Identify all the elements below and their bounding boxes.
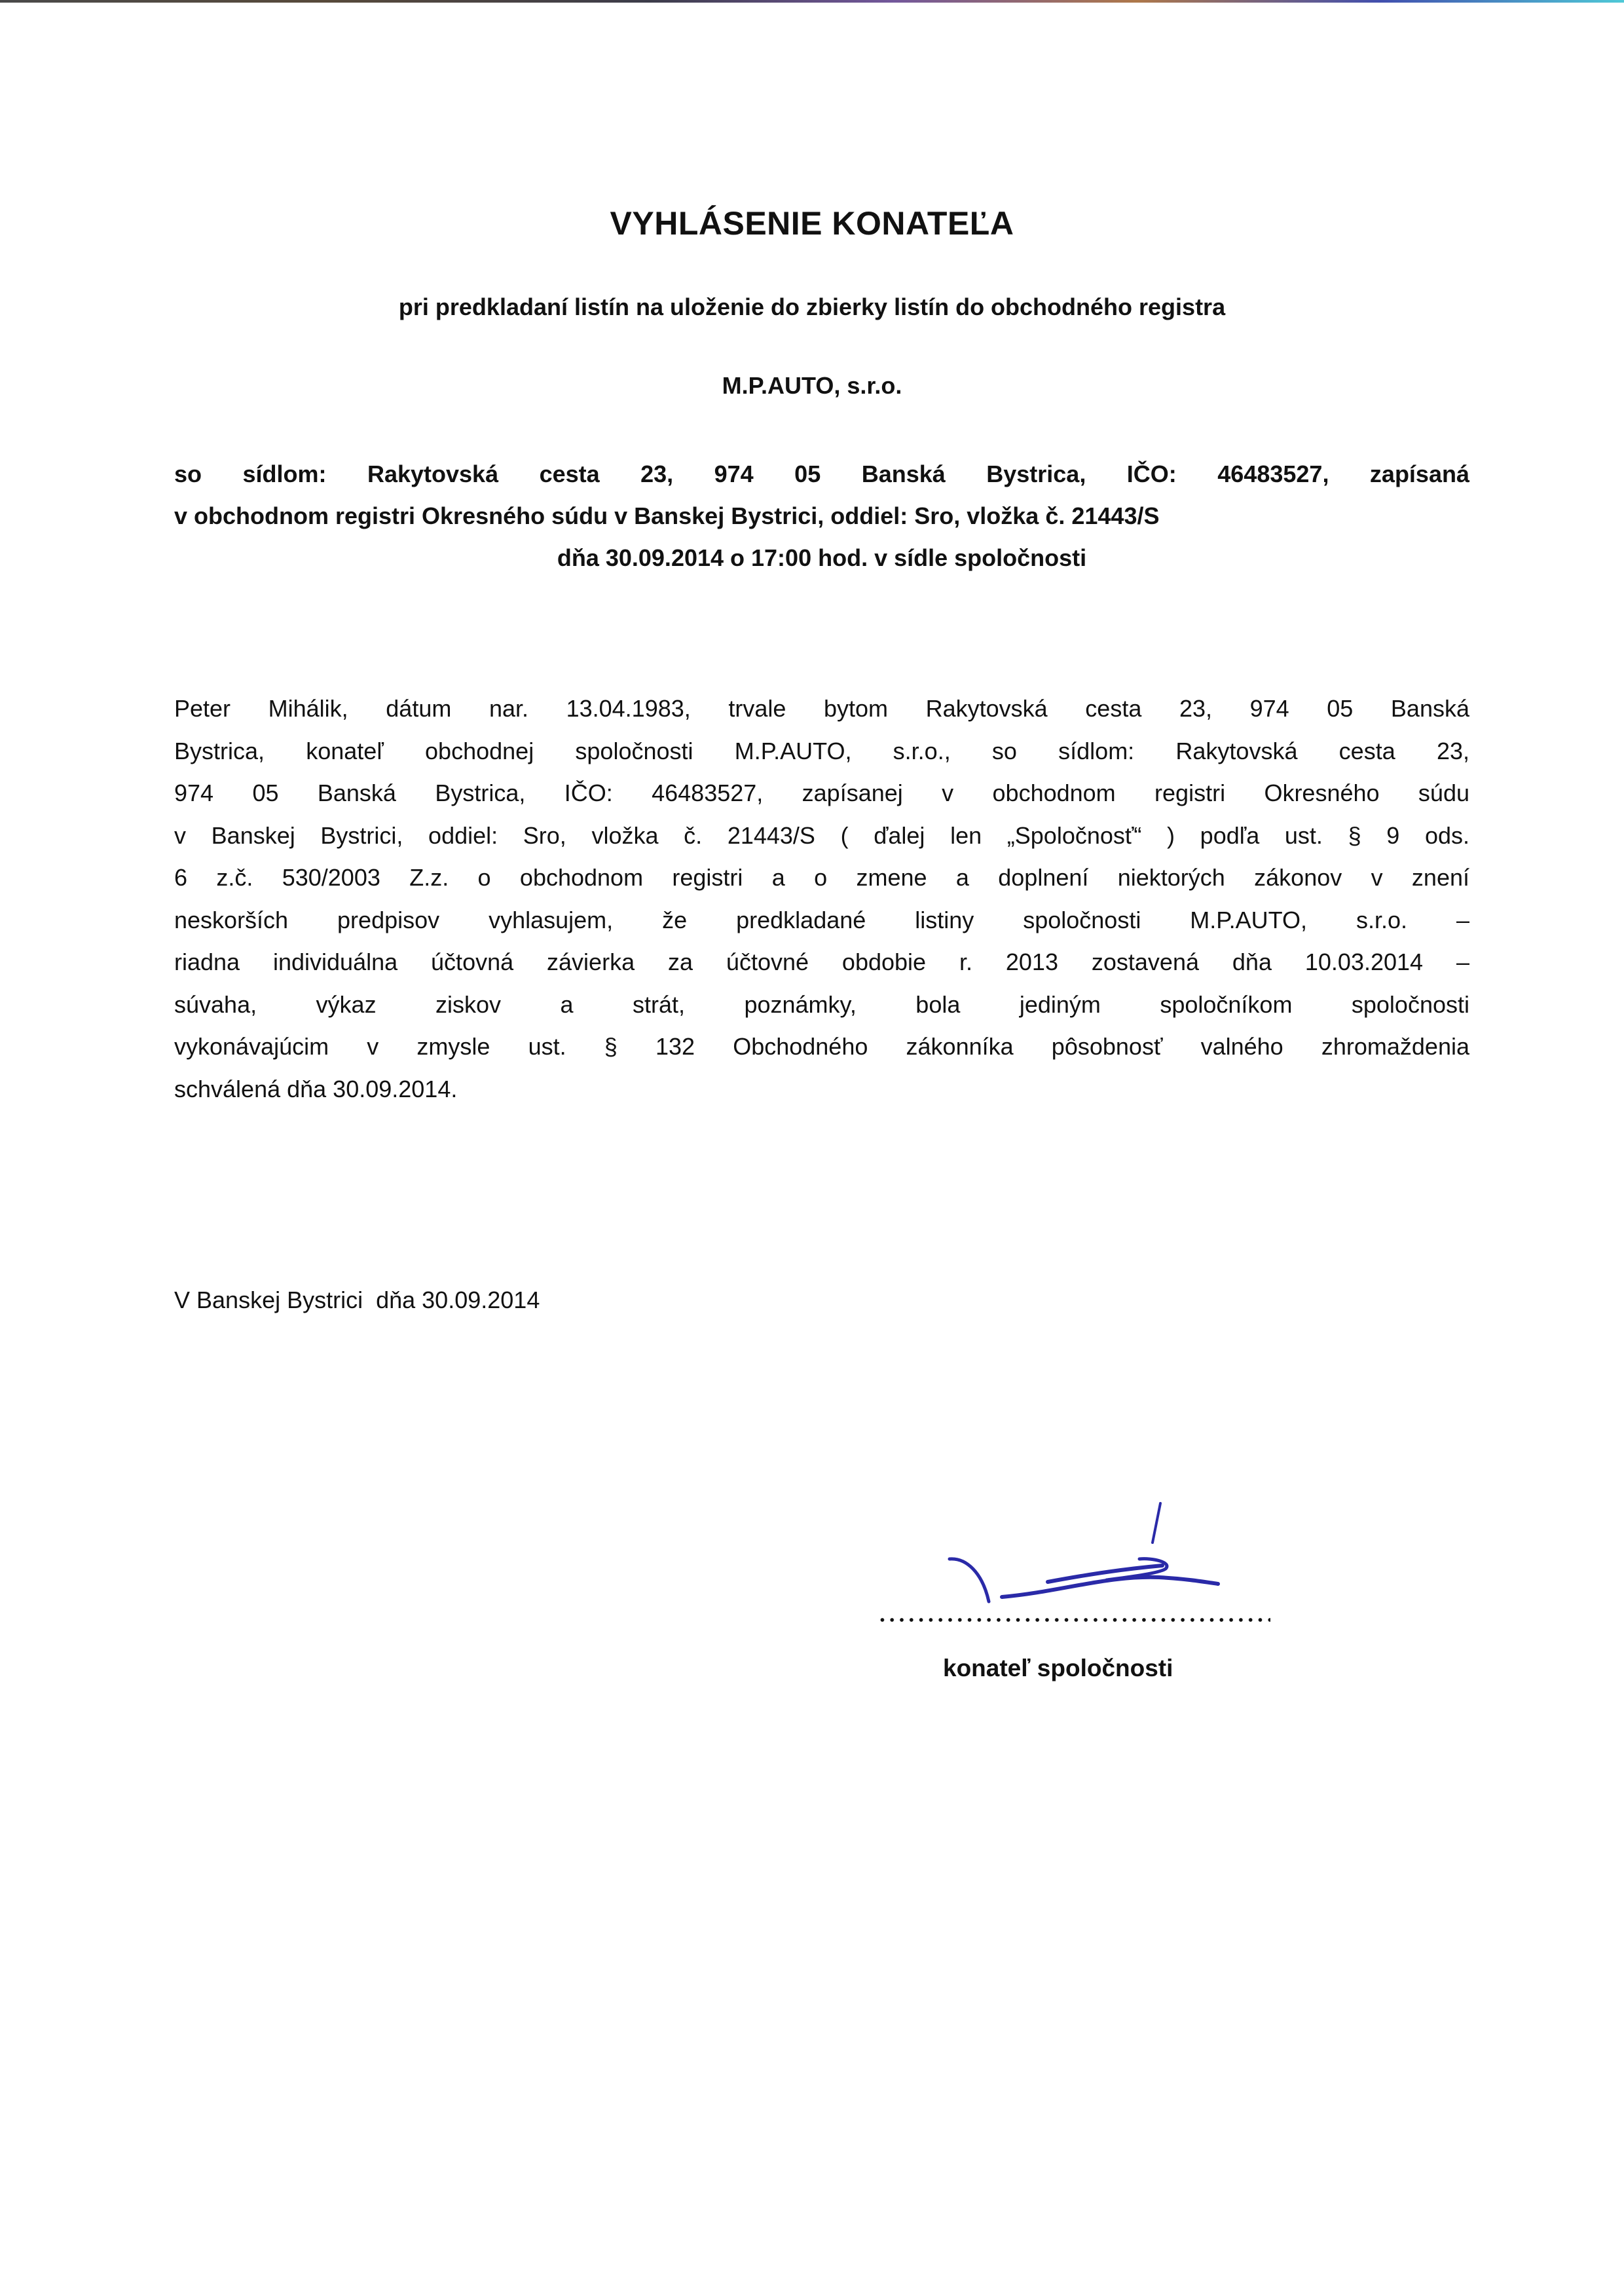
company-name: M.P.AUTO, s.r.o. — [722, 372, 902, 399]
body-line: 6 z.č. 530/2003 Z.z. o obchodnom registri a o zmene a doplnení niektorých zákonov v znení — [174, 864, 1469, 891]
body-line: vykonávajúcim v zmysle ust. § 132 Obchodného zákonníka pôsobnosť valného zhromaždenia — [174, 1033, 1469, 1060]
body-line: 974 05 Banská Bystrica, IČO: 46483527, zapísanej v obchodnom registri Okresného súdu — [174, 779, 1469, 806]
declaration-body — [174, 688, 1469, 1110]
document-title: VYHLÁSENIE KONATEĽA — [610, 205, 1014, 242]
body-line: riadna individuálna účtovná závierka za účtovné obdobie r. 2013 zostavená dňa 10.03.2014 – — [174, 948, 1469, 975]
body-line: v Banskej Bystrici, oddiel: Sro, vložka č. 21443/S ( ďalej len „Spoločnosť“ ) podľa ust. § 9 ods. — [174, 821, 1469, 849]
seat-line: so sídlom: Rakytovská cesta 23, 974 05 Banská Bystrica, IČO: 46483527, zapísaná — [174, 460, 1469, 487]
signature-dotted-line — [877, 1617, 1270, 1623]
body-line: neskorších predpisov vyhlasujem, že predkladané listiny spoločnosti M.P.AUTO, s.r.o. – — [174, 906, 1469, 933]
signer-role: konateľ spoločnosti — [943, 1655, 1173, 1681]
scan-edge-artifact — [0, 0, 1624, 3]
document-subtitle: pri predkladaní listín na uloženie do zbierky listín do obchodného registra — [398, 293, 1226, 320]
seat-line: v obchodnom registri Okresného súdu v Banskej Bystrici, oddiel: Sro, vložka č. 21443/S — [174, 502, 1160, 529]
seat-line: dňa 30.09.2014 o 17:00 hod. v sídle spoločnosti — [557, 544, 1087, 571]
body-line: schválená dňa 30.09.2014. — [174, 1075, 458, 1102]
company-seat-block — [174, 453, 1469, 579]
body-line: súvaha, výkaz ziskov a strát, poznámky, bola jediným spoločníkom spoločnosti — [174, 990, 1469, 1018]
handwritten-signature-icon — [910, 1500, 1277, 1618]
place-and-date: V Banskej Bystrici dňa 30.09.2014 — [174, 1286, 540, 1313]
body-line: Peter Mihálik, dátum nar. 13.04.1983, trvale bytom Rakytovská cesta 23, 974 05 Banská — [174, 695, 1469, 722]
body-line: Bystrica, konateľ obchodnej spoločnosti M.P.AUTO, s.r.o., so sídlom: Rakytovská cesta 23, — [174, 737, 1469, 764]
